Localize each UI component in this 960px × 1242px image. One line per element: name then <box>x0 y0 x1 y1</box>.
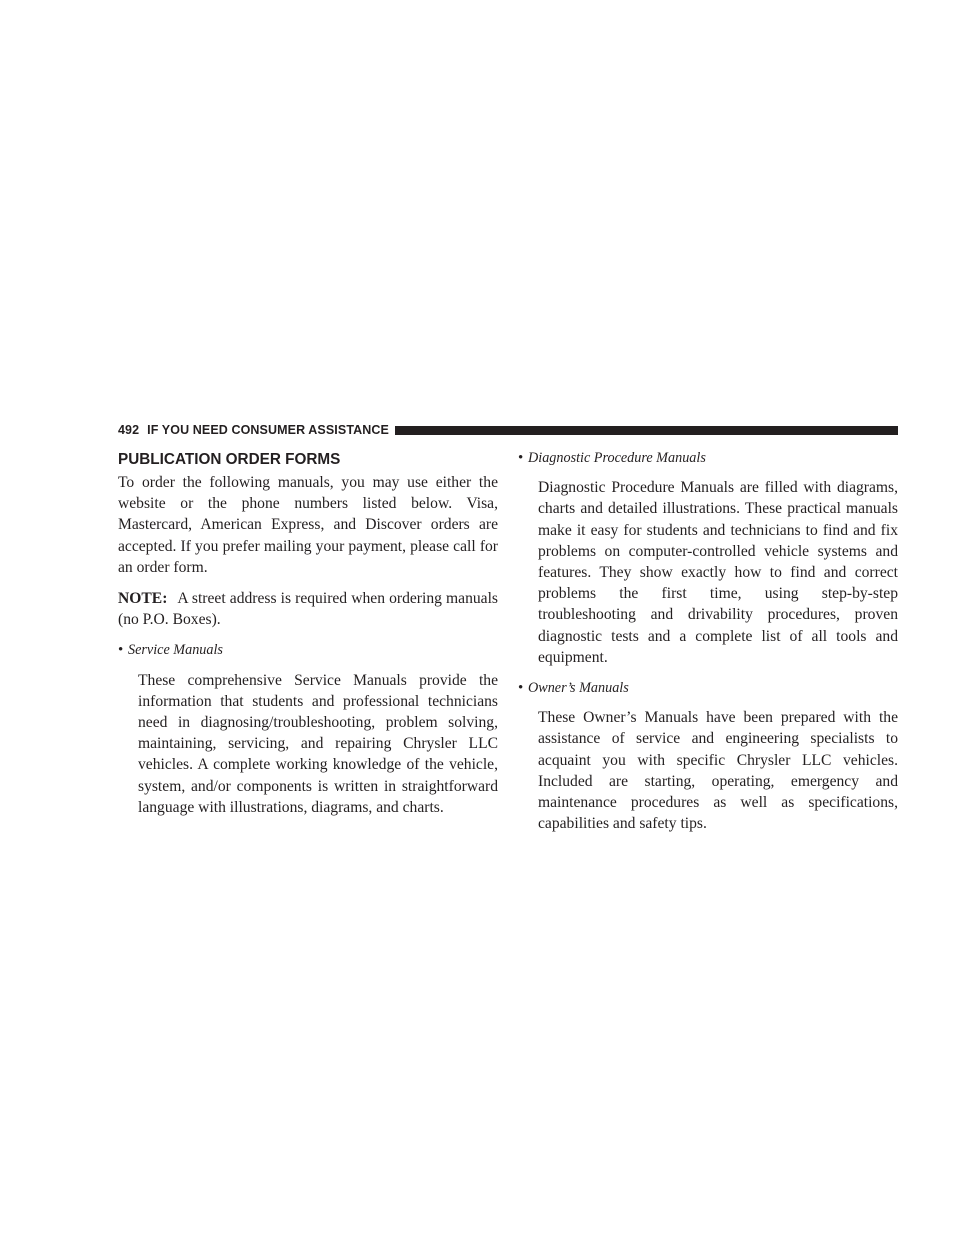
manual-title: Service Manuals <box>128 642 223 659</box>
chapter-title: IF YOU NEED CONSUMER ASSISTANCE <box>147 423 389 437</box>
right-column <box>518 448 898 834</box>
page-header <box>118 422 898 438</box>
bullet-icon: • <box>118 642 124 659</box>
list-item-diagnostic-manuals <box>518 448 898 469</box>
bullet-icon: • <box>518 450 524 466</box>
page-number: 492 <box>118 423 140 437</box>
intro-paragraph: To order the following manuals, you may use either the website or the phone numbers listed below. Visa, Mastercard, American Express, and Discover orders are accepted. If you prefer mailing your payment, please call for an order form. <box>118 474 498 576</box>
note-paragraph <box>118 588 498 630</box>
list-item-service-manuals <box>118 640 498 661</box>
manual-title: Diagnostic Procedure Manuals <box>528 450 706 466</box>
list-item-owners-manuals <box>518 678 898 699</box>
manual-description: Diagnostic Procedure Manuals are filled with diagrams, charts and detailed illustrations. These practical manuals make it easy for students and technicians to find and fix problems on computer-controlled vehicle systems and features. They show exactly how to find and correct problems the first time, using step-by-step troubleshooting and drivability procedures, proven diagnostic tests and a complete list of all tools and equipment. <box>538 479 898 666</box>
note-label: NOTE: <box>118 590 168 608</box>
section-title: PUBLICATION ORDER FORMS <box>118 451 341 468</box>
left-column <box>118 448 498 818</box>
note-text: A street address is required when ordering manuals (no P.O. Boxes). <box>118 590 498 629</box>
manual-description: These Owner’s Manuals have been prepared with the assistance of service and engineering specialists to acquaint you with specific Chrysler LLC vehicles. Included are starting, operating, emergency and maintenance procedures as well as specifications, capabilities and safety tips. <box>538 709 898 833</box>
header-rule <box>395 426 898 435</box>
manual-description: These comprehensive Service Manuals provide the information that students and professional technicians need in diagnosing/troubleshooting, problem solving, maintaining, servicing, and repairing Chrysler LLC vehicles. A complete working knowledge of the vehicle, system, and/or components is written in straightforward language with illustrations, diagrams, and charts. <box>138 671 498 816</box>
bullet-icon: • <box>518 680 524 697</box>
manual-title: Owner’s Manuals <box>528 680 629 697</box>
